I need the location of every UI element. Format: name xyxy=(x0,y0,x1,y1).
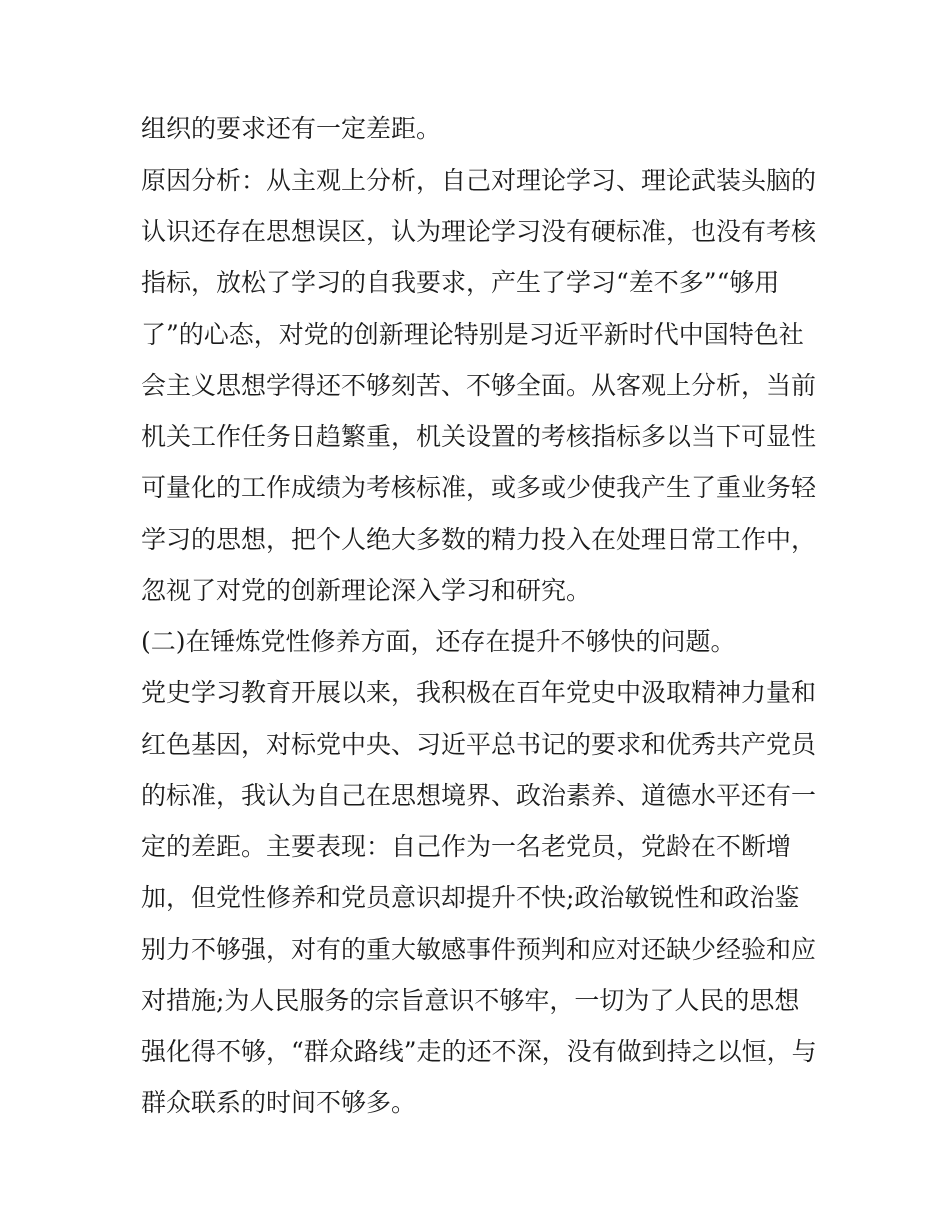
text-line: 学习的思想，把个人绝大多数的精力投入在处理日常工作中， xyxy=(141,525,817,554)
section-heading: (二)在锤炼党性修养方面，还存在提升不够快的问题。 xyxy=(141,627,736,656)
text-line: 可量化的工作成绩为考核标准，或多或少使我产生了重业务轻 xyxy=(141,473,817,502)
text-line: 定的差距。主要表现：自己作为一名老党员，党龄在不断增 xyxy=(141,832,792,861)
text-line: 组织的要求还有一定差距。 xyxy=(141,114,442,143)
text-line: 对措施;为人民服务的宗旨意识不够牢，一切为了人民的思想 xyxy=(141,986,800,1015)
text-line: 认识还存在思想误区，认为理论学习没有硬标准，也没有考核 xyxy=(141,217,817,246)
text-line: 群众联系的时间不够多。 xyxy=(141,1088,417,1117)
text-line: 指标，放松了学习的自我要求，产生了学习“差不多”“够用 xyxy=(141,268,780,297)
text-line: 党史学习教育开展以来，我积极在百年党史中汲取精神力量和 xyxy=(141,678,817,707)
text-line: 会主义思想学得还不够刻苦、不够全面。从客观上分析，当前 xyxy=(141,371,817,400)
text-line: 原因分析：从主观上分析，自己对理论学习、理论武装头脑的 xyxy=(141,166,817,195)
text-line: 机关工作任务日趋繁重，机关设置的考核指标多以当下可显性 xyxy=(141,422,817,451)
text-line: 强化得不够，“群众路线”走的还不深，没有做到持之以恒，与 xyxy=(141,1037,817,1066)
text-line: 的标准，我认为自己在思想境界、政治素养、道德水平还有一 xyxy=(141,781,817,810)
text-line: 别力不够强，对有的重大敏感事件预判和应对还缺少经验和应 xyxy=(141,935,817,964)
text-line: 加，但党性修养和党员意识却提升不快;政治敏锐性和政治鉴 xyxy=(141,883,800,912)
text-line: 了”的心态，对党的创新理论特别是习近平新时代中国特色社 xyxy=(141,320,804,349)
text-line: 忽视了对党的创新理论深入学习和研究。 xyxy=(141,576,592,605)
text-line: 红色基因，对标党中央、习近平总书记的要求和优秀共产党员 xyxy=(141,730,817,759)
